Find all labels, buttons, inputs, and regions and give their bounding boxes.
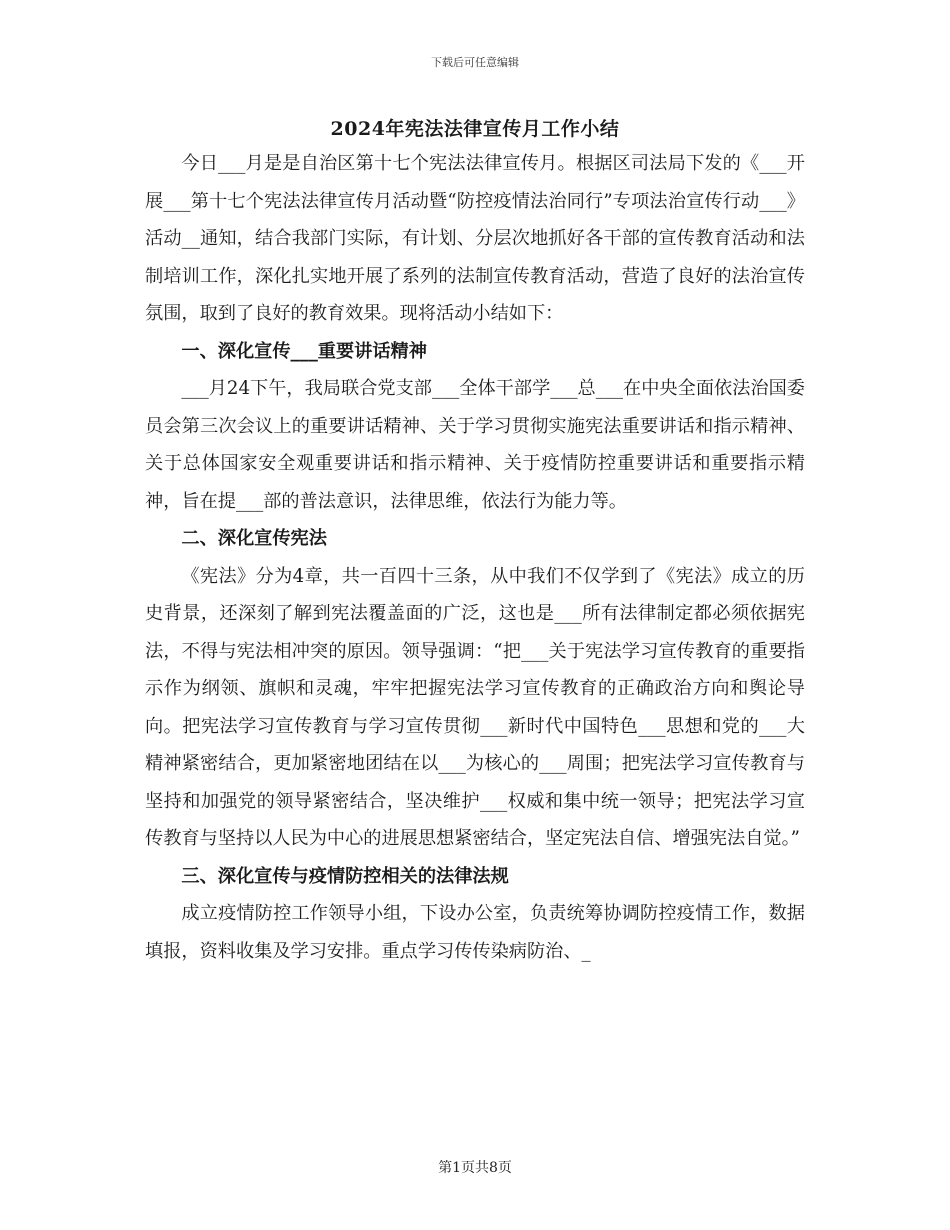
section-2-heading: 二、深化宣传宪法 xyxy=(181,528,327,549)
section-1-heading: 一、深化宣传___重要讲话精神 xyxy=(181,340,427,362)
section-2-body: 《宪法》分为4章，共一百四十三条，从中我们不仅学到了《宪法》成立的历史背景，还深刻了解到宪法覆盖面的广泛，这也是___所有法律制定都必须依据宪法，不得与宪法相冲突的原因。领导强调：“把___关于宪法学习宣传教育的重要指示作为纲领、旗帜和灵魂，牢牢把握宪法学习宣传教育的正确政治方向和舆论导向。把宪法学习宣传教育与学习宣传贯彻___新时代中国特色___思想和党的___大精神紧密结合，更加紧密地团结在以___为核心的___周围；把宪法学习宣传教育与坚持和加强党的领导紧密结合，坚决维护___权威和集中统一领导；把宪法学习宣传教育与坚持以人民为中心的进展思想紧密结合，坚定宪法自信、增强宪法自觉。” xyxy=(145,565,805,849)
section-3-body: 成立疫情防控工作领导小组，下设办公室，负责统筹协调防控疫情工作，数据填报，资料收集及学习安排。重点学习传传染病防治、_ xyxy=(145,903,805,962)
section-1-body: ___月24下午，我局联合党支部___全体干部学___总___在中央全面依法治国委员会第三次会议上的重要讲话精神、关于学习贯彻实施宪法重要讲话和指示精神、关于总体国家安全观重要讲话和指示精神、关于疫情防控重要讲话和重要指示精神，旨在提___部的普法意识，法律思维，依法行为能力等。 xyxy=(145,378,805,512)
page-footer: 第1页共8页 xyxy=(438,1160,512,1176)
section-3-heading: 三、深化宣传与疫情防控相关的法律法规 xyxy=(181,865,509,887)
intro-paragraph: 今日___月是是自治区第十七个宪法法律宣传月。根据区司法局下发的《___开展___第十七个宪法法律宣传月活动暨“防控疫情法治同行”专项法治宣传行动___》活动__通知，结合我部门实际，有计划、分层次地抓好各干部的宣传教育活动和法制培训工作，深化扎实地开展了系列的法制宣传教育活动，营造了良好的法治宣传氛围，取到了良好的教育效果。现将活动小结如下： xyxy=(145,153,805,324)
document-title: 2024年宪法法律宣传月工作小结 xyxy=(330,118,620,140)
header-note: 下载后可任意编辑 xyxy=(431,56,519,69)
document-body xyxy=(145,145,805,970)
